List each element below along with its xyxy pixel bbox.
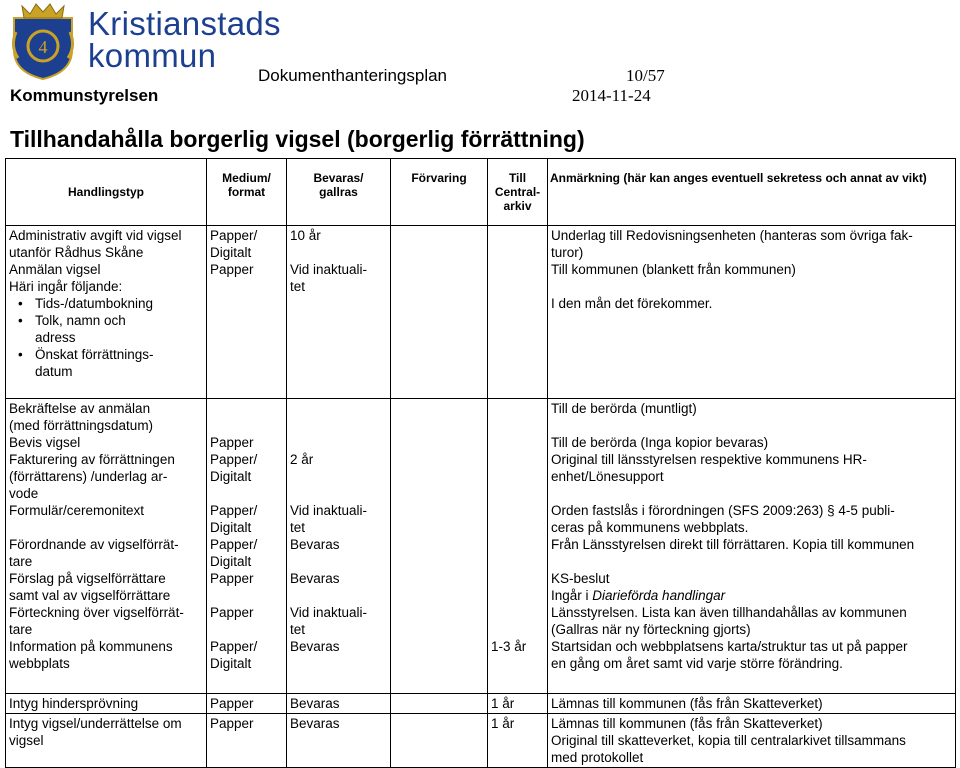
cell-document-type: Bekräftelse av anmälan (med förrättningsdatum) Bevis vigsel Fakturering av förrättningen (förrättarens) /underlag ar- vode Formulär/ceremonitext Förordnande av vigselförrät- tare Förslag på vigselförrättare samt val av vigselförrättare Förteckning över vigselförrät- tare Information på kommunens webbplats	[6, 399, 207, 694]
cell-storage	[391, 226, 488, 399]
list-item: • Önskat förrättnings- datum	[9, 346, 203, 380]
cell-storage	[391, 399, 488, 694]
cell-note: Lämnas till kommunen (fås från Skatteverket) Original till skatteverket, kopia till centralarkivet tillsammans med protokollet	[548, 714, 956, 768]
header-storage: Förvaring	[391, 159, 488, 226]
header-retention: Bevaras/ gallras	[287, 159, 391, 226]
cell-medium: Papper Papper/ Digitalt Papper/ Digitalt Papper/ Digitalt Papper Papper Papper/ Digitalt	[207, 399, 287, 694]
header-document-type: Handlingstyp	[6, 159, 207, 226]
cell-central-archive: 1 år	[488, 694, 548, 714]
cell-medium: Papper/ Digitalt Papper	[207, 226, 287, 399]
section-title: Tillhandahålla borgerlig vigsel (borgerlig förrättning)	[10, 126, 585, 152]
svg-text:4: 4	[38, 37, 48, 57]
coat-of-arms-logo	[8, 2, 78, 80]
cell-document-type: Intyg hindersprövning	[6, 694, 207, 714]
brand-name: Kristianstads	[88, 5, 281, 42]
department: Kommunstyrelsen	[10, 86, 159, 105]
cell-storage	[391, 694, 488, 714]
table-row	[6, 226, 956, 399]
header-medium: Medium/ format	[207, 159, 287, 226]
cell-note: Underlag till Redovisningsenheten (hanteras som övriga fak- turor) Till kommunen (blankett från kommunen) I den mån det förekommer.	[548, 226, 956, 399]
document-plan-table	[5, 158, 956, 768]
cell-medium: Papper	[207, 714, 287, 768]
cell-note: Till de berörda (muntligt) Till de berörda (Inga kopior bevaras) Original till länsstyrelsen respektive kommunens HR- enhet/Lönesupport Orden fastslås i förordningen (SFS 2009:263) § 4-5 publi- ceras på kommunens webbplats. Från Länsstyrelsen direkt till förrättaren. Kopia till kommunen KS-beslut Ingår i Diarieförda handlingar Länsstyrelsen. Lista kan även tillhandahållas av kommunen (Gallras när ny förteckning gjorts) Startsidan och webbplatsens karta/struktur tas ut på papper en gång om året samt vid varje större förändring.	[548, 399, 956, 694]
cell-storage	[391, 714, 488, 768]
list-item: • Tids-/datumbokning	[9, 295, 203, 312]
list-item: • Tolk, namn och adress	[9, 312, 203, 346]
table-row	[6, 714, 956, 768]
table-header-row	[6, 159, 956, 226]
cell-central-archive	[488, 226, 548, 399]
cell-retention: Bevaras	[287, 694, 391, 714]
header-note: Anmärkning (här kan anges eventuell sekretess och annat av vikt)	[548, 159, 956, 226]
page-number: 10/57	[626, 66, 665, 85]
cell-retention: Bevaras	[287, 714, 391, 768]
cell-retention: 2 år Vid inaktuali- tet Bevaras Bevaras Vid inaktuali- tet Bevaras	[287, 399, 391, 694]
document-date: 2014-11-24	[572, 86, 651, 105]
cell-note: Lämnas till kommunen (fås från Skatteverket)	[548, 694, 956, 714]
cell-central-archive: 1-3 år	[488, 399, 548, 694]
cell-retention: 10 år Vid inaktuali- tet	[287, 226, 391, 399]
cell-document-type: Administrativ avgift vid vigsel utanför Rådhus Skåne Anmälan vigsel Häri ingår följande: • Tids-/datumbokning • Tolk, namn och adress • Önskat förrättnings- datum	[6, 226, 207, 399]
cell-central-archive: 1 år	[488, 714, 548, 768]
cell-medium: Papper	[207, 694, 287, 714]
table-row	[6, 694, 956, 714]
header-central-archive: Till Central- arkiv	[488, 159, 548, 226]
cell-document-type: Intyg vigsel/underrättelse om vigsel	[6, 714, 207, 768]
document-title: Dokumenthanteringsplan	[258, 66, 448, 85]
table-row	[6, 399, 956, 694]
brand-name-line2: kommun	[88, 37, 217, 74]
